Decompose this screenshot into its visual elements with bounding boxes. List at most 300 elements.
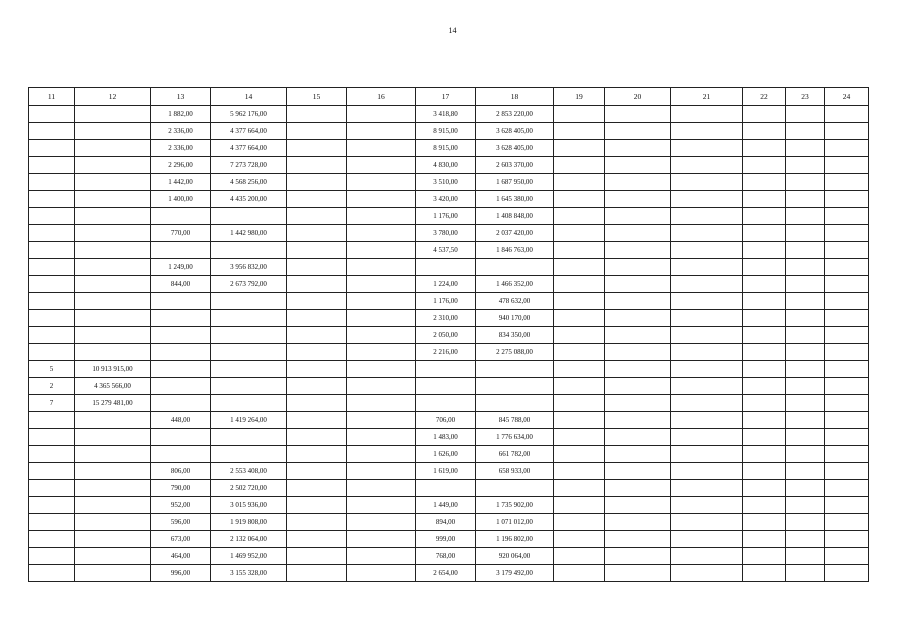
table-cell: [75, 480, 151, 497]
table-cell: [605, 327, 671, 344]
table-cell: 478 632,00: [476, 293, 554, 310]
table-row: [29, 310, 869, 327]
table-row: [29, 157, 869, 174]
table-cell: [347, 548, 416, 565]
table-cell: 3 420,00: [416, 191, 476, 208]
table-cell: [743, 106, 786, 123]
table-cell: [825, 361, 869, 378]
table-cell: [554, 276, 605, 293]
table-cell: [554, 174, 605, 191]
table-cell: [347, 378, 416, 395]
table-cell: 15 279 481,00: [75, 395, 151, 412]
column-header: 21: [671, 88, 743, 106]
table-cell: [476, 361, 554, 378]
table-cell: [151, 208, 211, 225]
table-cell: [287, 514, 347, 531]
table-cell: [605, 395, 671, 412]
table-row: [29, 344, 869, 361]
column-header: 11: [29, 88, 75, 106]
table-cell: [75, 276, 151, 293]
table-cell: [211, 327, 287, 344]
table-header-row: [29, 88, 869, 106]
table-cell: [554, 225, 605, 242]
table-cell: [75, 412, 151, 429]
table-cell: [287, 225, 347, 242]
column-header: 17: [416, 88, 476, 106]
table-cell: [29, 565, 75, 582]
table-row: [29, 191, 869, 208]
table-row: [29, 463, 869, 480]
table-cell: [825, 497, 869, 514]
table-row: [29, 242, 869, 259]
table-cell: [287, 174, 347, 191]
column-header: 12: [75, 88, 151, 106]
table-cell: [605, 344, 671, 361]
table-cell: [786, 497, 825, 514]
table-cell: [29, 429, 75, 446]
table-cell: [347, 276, 416, 293]
table-cell: [347, 429, 416, 446]
table-cell: [671, 293, 743, 310]
table-cell: [287, 565, 347, 582]
table-cell: [416, 395, 476, 412]
table-cell: [75, 327, 151, 344]
table-cell: [554, 106, 605, 123]
column-header: 15: [287, 88, 347, 106]
table-cell: [671, 259, 743, 276]
column-header: 19: [554, 88, 605, 106]
table-cell: [743, 565, 786, 582]
table-cell: [211, 310, 287, 327]
table-cell: [554, 412, 605, 429]
table-cell: [554, 463, 605, 480]
table-cell: [786, 259, 825, 276]
table-cell: 844,00: [151, 276, 211, 293]
table-cell: [211, 429, 287, 446]
table-cell: [671, 497, 743, 514]
table-cell: [287, 327, 347, 344]
table-cell: [211, 293, 287, 310]
table-cell: [786, 480, 825, 497]
table-cell: [554, 429, 605, 446]
table-row: [29, 446, 869, 463]
table-cell: [743, 395, 786, 412]
table-cell: [75, 344, 151, 361]
table-cell: [554, 310, 605, 327]
table-row: [29, 361, 869, 378]
table-cell: [347, 259, 416, 276]
table-cell: [786, 157, 825, 174]
table-cell: [743, 242, 786, 259]
table-cell: [671, 191, 743, 208]
table-row: [29, 514, 869, 531]
table-cell: [347, 310, 416, 327]
table-cell: [29, 412, 75, 429]
table-cell: [347, 327, 416, 344]
table-cell: [29, 310, 75, 327]
table-cell: [29, 208, 75, 225]
table-cell: [825, 225, 869, 242]
table-cell: 2 502 720,00: [211, 480, 287, 497]
table-cell: [29, 480, 75, 497]
table-cell: 3 956 832,00: [211, 259, 287, 276]
table-cell: [605, 412, 671, 429]
table-cell: 1 176,00: [416, 293, 476, 310]
table-cell: [287, 531, 347, 548]
table-cell: [743, 191, 786, 208]
table-cell: [151, 327, 211, 344]
table-cell: [605, 140, 671, 157]
table-cell: 1 846 763,00: [476, 242, 554, 259]
table-cell: 7: [29, 395, 75, 412]
table-cell: [347, 174, 416, 191]
table-cell: 2 050,00: [416, 327, 476, 344]
table-cell: 1 645 380,00: [476, 191, 554, 208]
table-cell: [347, 242, 416, 259]
table-cell: [671, 361, 743, 378]
table-cell: [671, 344, 743, 361]
table-cell: [29, 548, 75, 565]
table-cell: [29, 327, 75, 344]
table-cell: 845 788,00: [476, 412, 554, 429]
table-cell: [605, 361, 671, 378]
table-cell: [605, 378, 671, 395]
table-cell: [786, 514, 825, 531]
table-cell: 4 365 566,00: [75, 378, 151, 395]
table-cell: [211, 242, 287, 259]
table-cell: [75, 565, 151, 582]
table-cell: 2 336,00: [151, 140, 211, 157]
table-cell: [75, 140, 151, 157]
table-cell: [825, 276, 869, 293]
table-cell: 596,00: [151, 514, 211, 531]
table-row: [29, 225, 869, 242]
table-cell: [743, 412, 786, 429]
table-cell: [786, 548, 825, 565]
table-cell: [825, 480, 869, 497]
table-cell: [825, 531, 869, 548]
table-cell: [287, 106, 347, 123]
table-cell: [671, 123, 743, 140]
table-cell: [743, 531, 786, 548]
table-cell: 2 310,00: [416, 310, 476, 327]
table-cell: [743, 259, 786, 276]
table-cell: 1 919 808,00: [211, 514, 287, 531]
table-cell: [671, 514, 743, 531]
table-cell: 8 915,00: [416, 123, 476, 140]
table-cell: [786, 395, 825, 412]
table-cell: [605, 514, 671, 531]
table-cell: 1 735 902,00: [476, 497, 554, 514]
table-row: [29, 259, 869, 276]
table-cell: [743, 225, 786, 242]
table-cell: 999,00: [416, 531, 476, 548]
table-cell: [211, 395, 287, 412]
table-cell: 3 628 405,00: [476, 140, 554, 157]
table-cell: [786, 123, 825, 140]
table-cell: [347, 140, 416, 157]
table-cell: [75, 310, 151, 327]
table-cell: [825, 293, 869, 310]
data-table-container: [28, 87, 869, 582]
table-cell: [75, 208, 151, 225]
table-cell: [554, 259, 605, 276]
table-cell: 4 830,00: [416, 157, 476, 174]
table-cell: [786, 276, 825, 293]
table-cell: [786, 242, 825, 259]
table-cell: [75, 191, 151, 208]
table-cell: [671, 106, 743, 123]
table-cell: [786, 565, 825, 582]
table-cell: [786, 344, 825, 361]
table-row: [29, 106, 869, 123]
table-cell: [825, 446, 869, 463]
table-cell: [211, 361, 287, 378]
table-cell: [786, 463, 825, 480]
table-cell: 1 466 352,00: [476, 276, 554, 293]
table-cell: [476, 395, 554, 412]
table-cell: [605, 429, 671, 446]
table-cell: [671, 310, 743, 327]
page-number: 14: [448, 26, 457, 35]
table-cell: [75, 259, 151, 276]
table-cell: [287, 378, 347, 395]
table-cell: 3 628 405,00: [476, 123, 554, 140]
table-cell: [671, 446, 743, 463]
table-cell: [287, 344, 347, 361]
table-cell: [605, 208, 671, 225]
table-cell: [151, 242, 211, 259]
table-cell: [554, 446, 605, 463]
table-cell: 2 654,00: [416, 565, 476, 582]
table-cell: [671, 412, 743, 429]
table-cell: [743, 174, 786, 191]
table-cell: 1 249,00: [151, 259, 211, 276]
table-cell: [825, 429, 869, 446]
column-header: 20: [605, 88, 671, 106]
table-cell: [29, 344, 75, 361]
table-cell: [287, 123, 347, 140]
table-cell: [29, 293, 75, 310]
table-row: [29, 378, 869, 395]
table-cell: [786, 412, 825, 429]
table-row: [29, 548, 869, 565]
table-cell: 3 510,00: [416, 174, 476, 191]
table-cell: [671, 429, 743, 446]
table-cell: 4 377 664,00: [211, 123, 287, 140]
table-cell: [743, 123, 786, 140]
table-cell: [825, 378, 869, 395]
table-cell: [75, 531, 151, 548]
table-cell: [671, 225, 743, 242]
table-cell: [151, 293, 211, 310]
table-cell: [554, 548, 605, 565]
table-cell: [347, 395, 416, 412]
table-cell: 834 350,00: [476, 327, 554, 344]
table-cell: 1 419 264,00: [211, 412, 287, 429]
table-cell: [605, 191, 671, 208]
table-cell: [605, 293, 671, 310]
table-cell: [605, 106, 671, 123]
table-cell: [347, 293, 416, 310]
table-cell: 1 442 980,00: [211, 225, 287, 242]
table-cell: [786, 208, 825, 225]
table-cell: [29, 242, 75, 259]
table-cell: [75, 174, 151, 191]
table-cell: [75, 548, 151, 565]
column-header: 23: [786, 88, 825, 106]
table-cell: [786, 191, 825, 208]
table-row: [29, 531, 869, 548]
table-cell: [605, 531, 671, 548]
table-cell: [151, 446, 211, 463]
table-cell: [554, 514, 605, 531]
table-cell: [743, 497, 786, 514]
table-cell: [287, 242, 347, 259]
table-cell: [554, 242, 605, 259]
table-cell: [347, 344, 416, 361]
table-cell: [825, 310, 869, 327]
table-cell: [825, 208, 869, 225]
table-cell: 790,00: [151, 480, 211, 497]
table-cell: 770,00: [151, 225, 211, 242]
table-cell: [287, 463, 347, 480]
table-cell: 4 537,50: [416, 242, 476, 259]
table-cell: [671, 276, 743, 293]
table-row: [29, 412, 869, 429]
table-cell: [554, 327, 605, 344]
table-cell: [347, 106, 416, 123]
table-cell: [287, 361, 347, 378]
table-cell: [786, 327, 825, 344]
table-cell: [605, 565, 671, 582]
table-cell: [743, 548, 786, 565]
table-cell: [347, 514, 416, 531]
table-cell: [825, 327, 869, 344]
table-cell: [786, 446, 825, 463]
table-cell: [825, 242, 869, 259]
table-cell: [347, 208, 416, 225]
table-cell: 661 782,00: [476, 446, 554, 463]
table-cell: [825, 344, 869, 361]
table-cell: [554, 344, 605, 361]
table-cell: 10 913 915,00: [75, 361, 151, 378]
table-cell: [554, 395, 605, 412]
table-cell: [605, 259, 671, 276]
table-cell: 448,00: [151, 412, 211, 429]
table-cell: [605, 157, 671, 174]
table-cell: [554, 123, 605, 140]
table-cell: [476, 480, 554, 497]
table-cell: 5: [29, 361, 75, 378]
table-cell: [75, 157, 151, 174]
table-cell: [743, 157, 786, 174]
table-cell: [287, 157, 347, 174]
table-cell: [605, 480, 671, 497]
table-cell: [605, 276, 671, 293]
table-cell: [671, 208, 743, 225]
table-cell: [825, 565, 869, 582]
table-cell: [347, 463, 416, 480]
table-cell: [786, 293, 825, 310]
table-cell: [743, 429, 786, 446]
table-cell: [347, 191, 416, 208]
table-cell: [29, 446, 75, 463]
table-cell: [671, 327, 743, 344]
table-cell: [554, 140, 605, 157]
table-cell: 1 687 950,00: [476, 174, 554, 191]
table-cell: 2 132 064,00: [211, 531, 287, 548]
table-cell: 1 776 634,00: [476, 429, 554, 446]
table-cell: [671, 378, 743, 395]
table-cell: [287, 497, 347, 514]
table-cell: [671, 157, 743, 174]
table-cell: [825, 123, 869, 140]
table-cell: [347, 412, 416, 429]
table-cell: 1 224,00: [416, 276, 476, 293]
table-cell: [75, 106, 151, 123]
table-cell: 3 015 936,00: [211, 497, 287, 514]
table-cell: 894,00: [416, 514, 476, 531]
table-cell: [786, 361, 825, 378]
table-cell: [554, 531, 605, 548]
table-cell: [287, 140, 347, 157]
table-cell: [743, 378, 786, 395]
table-cell: [671, 548, 743, 565]
table-row: [29, 276, 869, 293]
table-cell: 2 553 408,00: [211, 463, 287, 480]
table-cell: [287, 395, 347, 412]
table-cell: [347, 123, 416, 140]
table-cell: [151, 310, 211, 327]
table-cell: [786, 106, 825, 123]
table-cell: [605, 463, 671, 480]
table-cell: [29, 463, 75, 480]
table-cell: [605, 123, 671, 140]
table-cell: 1 071 012,00: [476, 514, 554, 531]
table-cell: [416, 259, 476, 276]
table-cell: [347, 361, 416, 378]
table-cell: [671, 140, 743, 157]
table-cell: [671, 463, 743, 480]
table-cell: [825, 395, 869, 412]
table-cell: [287, 446, 347, 463]
table-cell: [151, 344, 211, 361]
column-header: 18: [476, 88, 554, 106]
table-cell: [29, 106, 75, 123]
table-row: [29, 140, 869, 157]
column-header: 14: [211, 88, 287, 106]
table-cell: 1 483,00: [416, 429, 476, 446]
table-cell: 1 449,00: [416, 497, 476, 514]
table-cell: [75, 293, 151, 310]
table-cell: [825, 463, 869, 480]
table-cell: [75, 123, 151, 140]
table-cell: 2: [29, 378, 75, 395]
table-cell: [554, 157, 605, 174]
table-cell: [151, 429, 211, 446]
table-cell: [29, 259, 75, 276]
table-cell: [287, 276, 347, 293]
table-cell: 3 780,00: [416, 225, 476, 242]
table-cell: [151, 395, 211, 412]
table-row: [29, 208, 869, 225]
data-table: [28, 87, 869, 582]
table-cell: [29, 514, 75, 531]
table-cell: [554, 293, 605, 310]
table-cell: [554, 361, 605, 378]
table-cell: [743, 208, 786, 225]
